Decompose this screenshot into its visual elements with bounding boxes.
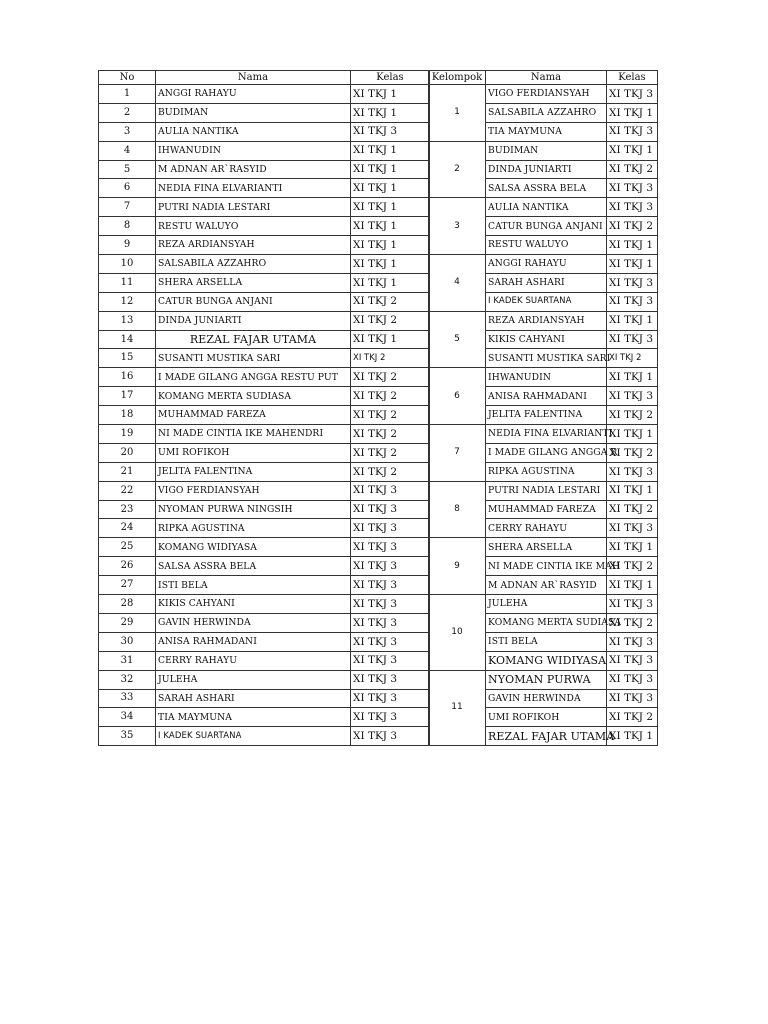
table-row [429, 198, 658, 217]
student-name: ANGGI RAHAYU [156, 85, 351, 104]
member-class: XI TKJ 3 [607, 85, 658, 104]
row-number: 23 [99, 500, 156, 519]
table-row [99, 387, 430, 406]
member-name: I MADE GILANG ANGGA R [486, 443, 607, 462]
member-name: NYOMAN PURWA [486, 670, 607, 689]
member-name: IHWANUDIN [486, 368, 607, 387]
header-nama: Nama [486, 71, 607, 85]
table-row [99, 462, 430, 481]
table-row [429, 311, 658, 330]
student-class: XI TKJ 2 [351, 292, 430, 311]
member-name: I KADEK SUARTANA [486, 292, 607, 311]
table-row [99, 613, 430, 632]
student-name: TIA MAYMUNA [156, 708, 351, 727]
member-class: XI TKJ 2 [607, 406, 658, 425]
student-list-table [98, 70, 430, 746]
student-class: XI TKJ 2 [351, 425, 430, 444]
member-class: XI TKJ 3 [607, 651, 658, 670]
group-number: 2 [429, 141, 486, 198]
student-class: XI TKJ 3 [351, 122, 430, 141]
student-class: XI TKJ 1 [351, 179, 430, 198]
table-row [429, 141, 658, 160]
student-name: PUTRI NADIA LESTARI [156, 198, 351, 217]
student-list-body [99, 85, 430, 746]
member-class: XI TKJ 3 [607, 689, 658, 708]
student-name: NI MADE CINTIA IKE MAHENDRI [156, 425, 351, 444]
member-name: NEDIA FINA ELVARIANTI [486, 425, 607, 444]
member-name: SHERA ARSELLA [486, 538, 607, 557]
student-name: AULIA NANTIKA [156, 122, 351, 141]
row-number: 18 [99, 406, 156, 425]
table-row [99, 595, 430, 614]
member-name: ANISA RAHMADANI [486, 387, 607, 406]
group-number: 9 [429, 538, 486, 595]
student-class: XI TKJ 1 [351, 236, 430, 255]
student-class: XI TKJ 1 [351, 103, 430, 122]
student-name: SARAH ASHARI [156, 689, 351, 708]
member-class: XI TKJ 3 [607, 670, 658, 689]
student-class: XI TKJ 3 [351, 727, 430, 746]
member-name: UMI ROFIKOH [486, 708, 607, 727]
header-kelas: Kelas [351, 71, 430, 85]
member-class: XI TKJ 3 [607, 519, 658, 538]
member-class: XI TKJ 3 [607, 462, 658, 481]
student-name: SHERA ARSELLA [156, 273, 351, 292]
student-class: XI TKJ 2 [351, 368, 430, 387]
member-class: XI TKJ 3 [607, 387, 658, 406]
member-name: CERRY RAHAYU [486, 519, 607, 538]
member-class: XI TKJ 2 [607, 708, 658, 727]
row-number: 32 [99, 670, 156, 689]
table-row [99, 727, 430, 746]
table-row [99, 103, 430, 122]
row-number: 9 [99, 236, 156, 255]
row-number: 22 [99, 481, 156, 500]
student-class: XI TKJ 3 [351, 613, 430, 632]
member-name: SARAH ASHARI [486, 273, 607, 292]
student-name: NEDIA FINA ELVARIANTI [156, 179, 351, 198]
member-name: REZAL FAJAR UTAMA [486, 727, 607, 746]
table-row [429, 425, 658, 444]
group-number: 5 [429, 311, 486, 368]
student-class: XI TKJ 1 [351, 198, 430, 217]
member-name: RIPKA AGUSTINA [486, 462, 607, 481]
student-class: XI TKJ 1 [351, 85, 430, 104]
table-row [99, 198, 430, 217]
student-name: CATUR BUNGA ANJANI [156, 292, 351, 311]
student-class: XI TKJ 2 [351, 387, 430, 406]
member-name: ISTI BELA [486, 632, 607, 651]
member-name: NI MADE CINTIA IKE MAH [486, 557, 607, 576]
row-number: 3 [99, 122, 156, 141]
student-class: XI TKJ 3 [351, 651, 430, 670]
member-class: XI TKJ 1 [607, 311, 658, 330]
table-row [99, 538, 430, 557]
member-class: XI TKJ 1 [607, 236, 658, 255]
member-name: PUTRI NADIA LESTARI [486, 481, 607, 500]
table-row [99, 632, 430, 651]
member-class: XI TKJ 3 [607, 179, 658, 198]
table-row [99, 689, 430, 708]
table-row [99, 255, 430, 274]
table-row [429, 538, 658, 557]
table-row [99, 500, 430, 519]
row-number: 12 [99, 292, 156, 311]
row-number: 25 [99, 538, 156, 557]
group-table-body [429, 85, 658, 746]
member-class: XI TKJ 1 [607, 425, 658, 444]
row-number: 11 [99, 273, 156, 292]
group-number: 8 [429, 481, 486, 538]
member-name: KOMANG MERTA SUDIASA [486, 613, 607, 632]
student-class: XI TKJ 3 [351, 481, 430, 500]
table-row [99, 708, 430, 727]
member-name: RESTU WALUYO [486, 236, 607, 255]
member-name: DINDA JUNIARTI [486, 160, 607, 179]
student-class: XI TKJ 3 [351, 689, 430, 708]
table-row [99, 406, 430, 425]
student-class: XI TKJ 2 [351, 462, 430, 481]
member-name: M ADNAN AR`RASYID [486, 576, 607, 595]
member-class: XI TKJ 2 [607, 217, 658, 236]
student-class: XI TKJ 3 [351, 670, 430, 689]
student-name: REZAL FAJAR UTAMA [156, 330, 351, 349]
row-number: 29 [99, 613, 156, 632]
member-name: MUHAMMAD FAREZA [486, 500, 607, 519]
student-name: JELITA FALENTINA [156, 462, 351, 481]
member-class: XI TKJ 1 [607, 103, 658, 122]
member-name: REZA ARDIANSYAH [486, 311, 607, 330]
member-name: KOMANG WIDIYASA [486, 651, 607, 670]
student-name: KOMANG MERTA SUDIASA [156, 387, 351, 406]
member-class: XI TKJ 2 [607, 557, 658, 576]
table-row [99, 236, 430, 255]
table-row [99, 425, 430, 444]
table-row [99, 443, 430, 462]
student-class: XI TKJ 3 [351, 595, 430, 614]
row-number: 2 [99, 103, 156, 122]
student-name: UMI ROFIKOH [156, 443, 351, 462]
member-class: XI TKJ 3 [607, 122, 658, 141]
header-kelompok: Kelompok [429, 71, 486, 85]
group-number: 7 [429, 425, 486, 482]
table-row [99, 179, 430, 198]
member-name: JULEHA [486, 595, 607, 614]
table-row [429, 85, 658, 104]
student-name: RESTU WALUYO [156, 217, 351, 236]
row-number: 33 [99, 689, 156, 708]
member-class: XI TKJ 1 [607, 538, 658, 557]
row-number: 28 [99, 595, 156, 614]
member-class: XI TKJ 2 [607, 349, 658, 368]
table-row [99, 368, 430, 387]
student-name: I MADE GILANG ANGGA RESTU PUT [156, 368, 351, 387]
table-row [99, 557, 430, 576]
member-class: XI TKJ 1 [607, 727, 658, 746]
table-row [99, 481, 430, 500]
group-table-header-row [429, 71, 658, 85]
table-row [99, 292, 430, 311]
student-class: XI TKJ 3 [351, 632, 430, 651]
group-number: 10 [429, 595, 486, 671]
table-row [429, 595, 658, 614]
row-number: 4 [99, 141, 156, 160]
row-number: 30 [99, 632, 156, 651]
student-name: SUSANTI MUSTIKA SARI [156, 349, 351, 368]
member-name: BUDIMAN [486, 141, 607, 160]
row-number: 34 [99, 708, 156, 727]
table-row [99, 311, 430, 330]
row-number: 13 [99, 311, 156, 330]
member-name: ANGGI RAHAYU [486, 255, 607, 274]
student-name: ANISA RAHMADANI [156, 632, 351, 651]
group-number: 4 [429, 255, 486, 312]
table-row [99, 651, 430, 670]
table-row [99, 122, 430, 141]
student-class: XI TKJ 1 [351, 160, 430, 179]
student-name: REZA ARDIANSYAH [156, 236, 351, 255]
member-class: XI TKJ 3 [607, 595, 658, 614]
row-number: 20 [99, 443, 156, 462]
member-name: SALSABILA AZZAHRO [486, 103, 607, 122]
row-number: 26 [99, 557, 156, 576]
student-class: XI TKJ 2 [351, 311, 430, 330]
student-class: XI TKJ 1 [351, 330, 430, 349]
student-name: CERRY RAHAYU [156, 651, 351, 670]
member-class: XI TKJ 1 [607, 255, 658, 274]
member-class: XI TKJ 3 [607, 292, 658, 311]
row-number: 14 [99, 330, 156, 349]
member-class: XI TKJ 1 [607, 576, 658, 595]
student-class: XI TKJ 2 [351, 349, 430, 368]
member-class: XI TKJ 2 [607, 443, 658, 462]
row-number: 31 [99, 651, 156, 670]
student-name: NYOMAN PURWA NINGSIH [156, 500, 351, 519]
group-table [428, 70, 658, 746]
student-list-header-row [99, 71, 430, 85]
table-row [99, 519, 430, 538]
group-number: 1 [429, 85, 486, 142]
student-class: XI TKJ 3 [351, 538, 430, 557]
table-row [99, 85, 430, 104]
student-class: XI TKJ 3 [351, 557, 430, 576]
row-number: 27 [99, 576, 156, 595]
header-nama: Nama [156, 71, 351, 85]
student-name: BUDIMAN [156, 103, 351, 122]
student-name: SALSA ASSRA BELA [156, 557, 351, 576]
member-name: KIKIS CAHYANI [486, 330, 607, 349]
student-name: I KADEK SUARTANA [156, 727, 351, 746]
student-name: RIPKA AGUSTINA [156, 519, 351, 538]
member-class: XI TKJ 2 [607, 160, 658, 179]
row-number: 10 [99, 255, 156, 274]
row-number: 21 [99, 462, 156, 481]
member-name: VIGO FERDIANSYAH [486, 85, 607, 104]
table-row [99, 670, 430, 689]
row-number: 1 [99, 85, 156, 104]
row-number: 7 [99, 198, 156, 217]
student-name: SALSABILA AZZAHRO [156, 255, 351, 274]
student-class: XI TKJ 2 [351, 443, 430, 462]
table-row [99, 217, 430, 236]
student-class: XI TKJ 1 [351, 141, 430, 160]
row-number: 19 [99, 425, 156, 444]
row-number: 5 [99, 160, 156, 179]
student-name: VIGO FERDIANSYAH [156, 481, 351, 500]
student-class: XI TKJ 3 [351, 708, 430, 727]
member-class: XI TKJ 3 [607, 632, 658, 651]
student-name: KOMANG WIDIYASA [156, 538, 351, 557]
member-name: CATUR BUNGA ANJANI [486, 217, 607, 236]
group-number: 6 [429, 368, 486, 425]
table-row [429, 368, 658, 387]
table-row [99, 576, 430, 595]
student-name: M ADNAN AR`RASYID [156, 160, 351, 179]
student-class: XI TKJ 3 [351, 576, 430, 595]
member-name: TIA MAYMUNA [486, 122, 607, 141]
member-class: XI TKJ 1 [607, 481, 658, 500]
student-name: KIKIS CAHYANI [156, 595, 351, 614]
student-name: JULEHA [156, 670, 351, 689]
student-class: XI TKJ 1 [351, 273, 430, 292]
group-number: 11 [429, 670, 486, 746]
member-name: GAVIN HERWINDA [486, 689, 607, 708]
student-class: XI TKJ 3 [351, 500, 430, 519]
member-name: JELITA FALENTINA [486, 406, 607, 425]
student-class: XI TKJ 1 [351, 217, 430, 236]
student-name: MUHAMMAD FAREZA [156, 406, 351, 425]
table-row [99, 349, 430, 368]
row-number: 15 [99, 349, 156, 368]
group-number: 3 [429, 198, 486, 255]
member-name: SUSANTI MUSTIKA SARI [486, 349, 607, 368]
row-number: 35 [99, 727, 156, 746]
member-class: XI TKJ 1 [607, 141, 658, 160]
member-class: XI TKJ 2 [607, 500, 658, 519]
table-row [429, 670, 658, 689]
student-name: GAVIN HERWINDA [156, 613, 351, 632]
table-row [429, 481, 658, 500]
student-class: XI TKJ 1 [351, 255, 430, 274]
table-row [99, 141, 430, 160]
member-class: XI TKJ 3 [607, 273, 658, 292]
member-name: AULIA NANTIKA [486, 198, 607, 217]
row-number: 24 [99, 519, 156, 538]
table-row [429, 255, 658, 274]
student-name: ISTI BELA [156, 576, 351, 595]
member-class: XI TKJ 3 [607, 330, 658, 349]
member-class: XI TKJ 1 [607, 368, 658, 387]
student-class: XI TKJ 3 [351, 519, 430, 538]
member-class: XI TKJ 3 [607, 198, 658, 217]
row-number: 6 [99, 179, 156, 198]
student-name: DINDA JUNIARTI [156, 311, 351, 330]
member-name: SALSA ASSRA BELA [486, 179, 607, 198]
student-name: IHWANUDIN [156, 141, 351, 160]
header-kelas: Kelas [607, 71, 658, 85]
row-number: 8 [99, 217, 156, 236]
row-number: 17 [99, 387, 156, 406]
table-row [99, 160, 430, 179]
table-row [99, 273, 430, 292]
table-row [99, 330, 430, 349]
row-number: 16 [99, 368, 156, 387]
student-class: XI TKJ 2 [351, 406, 430, 425]
header-no: No [99, 71, 156, 85]
member-class: XI TKJ 2 [607, 613, 658, 632]
